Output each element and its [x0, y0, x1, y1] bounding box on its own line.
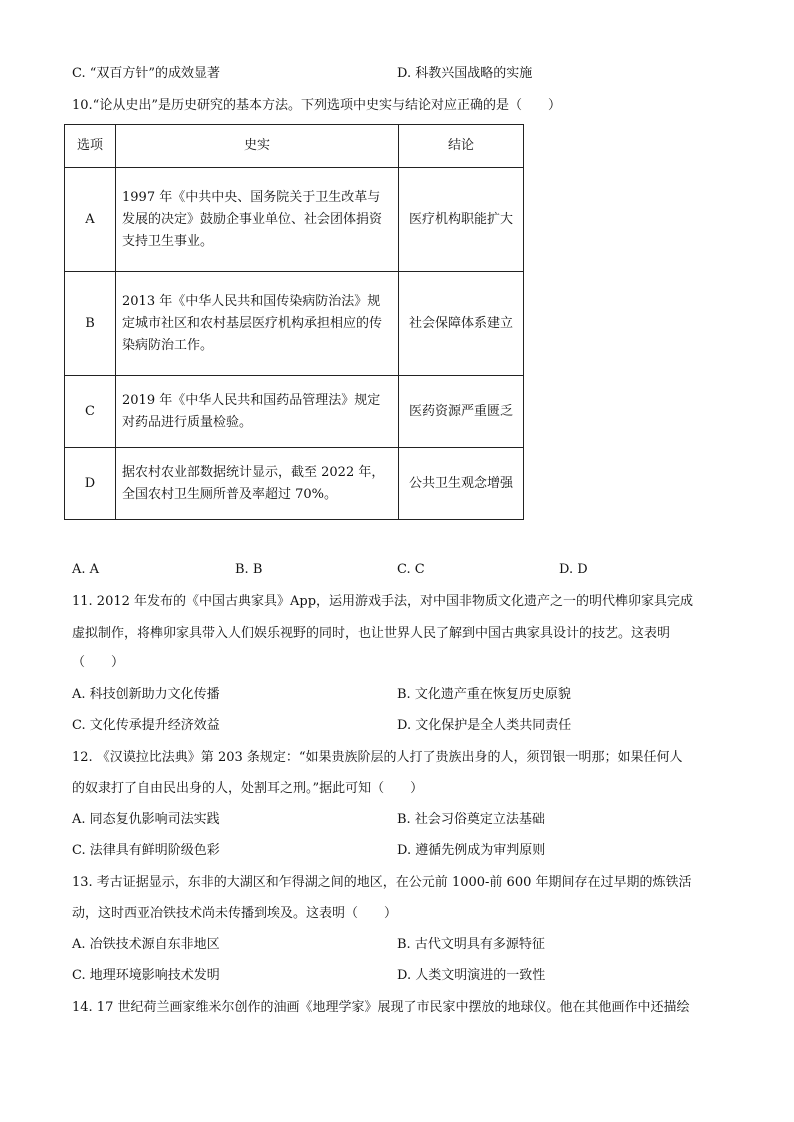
- row-fact: 1997 年《中共中央、国务院关于卫生改革与发展的决定》鼓励企事业单位、社会团体捐资支持卫生事业。: [116, 168, 399, 272]
- row-option: C: [65, 376, 116, 448]
- header-conclusion: 结论: [399, 125, 524, 168]
- q10-table: [64, 124, 524, 520]
- table-header-row: [65, 125, 524, 168]
- row-fact: 2013 年《中华人民共和国传染病防治法》规定城市社区和农村基层医疗机构承担相应的传染病防治工作。: [116, 272, 399, 376]
- q13-option-c: C. 地理环境影响技术发明: [72, 968, 220, 983]
- row-option: D: [65, 448, 116, 520]
- q12-option-a: A. 同态复仇影响司法实践: [72, 812, 220, 827]
- q11-option-c: C. 文化传承提升经济效益: [72, 718, 220, 733]
- q13-stem-line1: 13. 考古证据显示，东非的大湖区和乍得湖之间的地区，在公元前 1000-前 600 年期间存在过早期的炼铁活: [72, 875, 692, 890]
- header-fact: 史实: [116, 125, 399, 168]
- row-option: A: [65, 168, 116, 272]
- row-conclusion: 医药资源严重匮乏: [399, 376, 524, 448]
- q13-stem-line2: 动，这时西亚冶铁技术尚未传播到埃及。这表明（ ）: [72, 906, 398, 921]
- q12-stem-line1: 12. 《汉谟拉比法典》第 203 条规定：“如果贵族阶层的人打了贵族出身的人，须罚银一明那；如果任何人: [72, 750, 683, 765]
- q11-stem-line3: （ ）: [72, 655, 125, 670]
- row-option: B: [65, 272, 116, 376]
- q12-stem-line2: 的奴隶打了自由民出身的人，处割耳之刑。”据此可知（ ）: [72, 781, 424, 796]
- q9-option-d: D. 科教兴国战略的实施: [397, 66, 533, 81]
- q13-option-b: B. 古代文明具有多源特征: [397, 937, 545, 952]
- q13-option-d: D. 人类文明演进的一致性: [397, 968, 546, 983]
- q10-answer-c: C. C: [397, 562, 425, 577]
- table-row: [65, 168, 524, 272]
- q11-option-d: D. 文化保护是全人类共同责任: [397, 718, 572, 733]
- row-conclusion: 医疗机构职能扩大: [399, 168, 524, 272]
- q10-answer-a: A. A: [72, 562, 100, 577]
- q13-option-a: A. 冶铁技术源自东非地区: [72, 937, 220, 952]
- q11-option-a: A. 科技创新助力文化传播: [72, 687, 220, 702]
- row-conclusion: 公共卫生观念增强: [399, 448, 524, 520]
- row-conclusion: 社会保障体系建立: [399, 272, 524, 376]
- table-row: [65, 376, 524, 448]
- q10-stem: 10.“论从史出”是历史研究的基本方法。下列选项中史实与结论对应正确的是（ ）: [72, 98, 561, 113]
- q9-option-c: C. “双百方针”的成效显著: [72, 66, 221, 81]
- header-option: 选项: [65, 125, 116, 168]
- row-fact: 2019 年《中华人民共和国药品管理法》规定对药品进行质量检验。: [116, 376, 399, 448]
- table-row: [65, 272, 524, 376]
- q12-option-b: B. 社会习俗奠定立法基础: [397, 812, 545, 827]
- q11-stem-line2: 虚拟制作，将榫卯家具带入人们娱乐视野的同时，也让世界人民了解到中国古典家具设计的技艺。这表明: [72, 626, 671, 641]
- q12-option-d: D. 遵循先例成为审判原则: [397, 843, 546, 858]
- q11-stem-line1: 11. 2012 年发布的《中国古典家具》App，运用游戏手法，对中国非物质文化遗产之一的明代榫卯家具完成: [72, 594, 694, 609]
- q14-stem-line1: 14. 17 世纪荷兰画家维米尔创作的油画《地理学家》展现了市民家中摆放的地球仪。他在其他画作中还描绘: [72, 1000, 690, 1015]
- q12-option-c: C. 法律具有鲜明阶级色彩: [72, 843, 220, 858]
- table-row: [65, 448, 524, 520]
- q10-answer-b: B. B: [235, 562, 263, 577]
- q10-answer-d: D. D: [559, 562, 588, 577]
- q11-option-b: B. 文化遗产重在恢复历史原貌: [397, 687, 571, 702]
- row-fact: 据农村农业部数据统计显示，截至 2022 年，全国农村卫生厕所普及率超过 70%。: [116, 448, 399, 520]
